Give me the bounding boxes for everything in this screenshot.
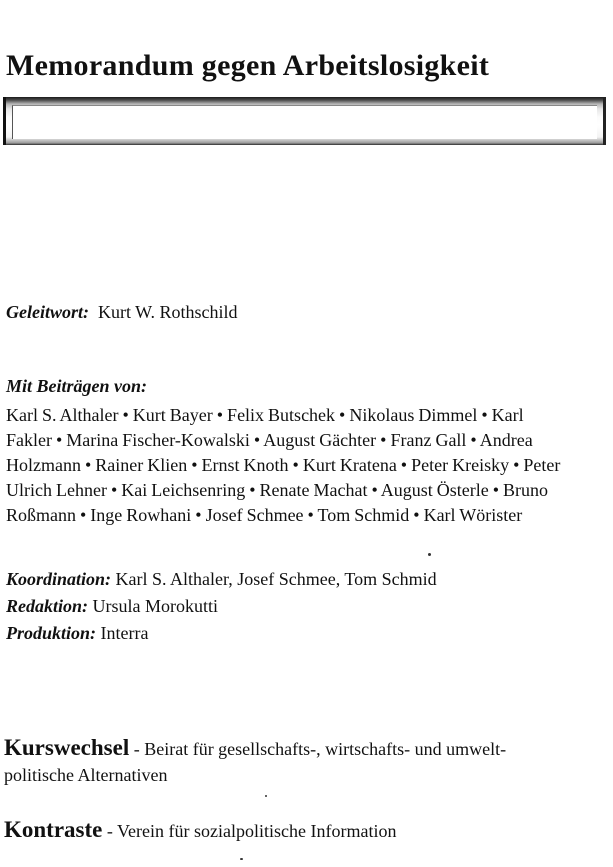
credit-label: Redaktion: <box>6 596 89 616</box>
credit-editing <box>6 596 218 617</box>
contributors-line: Fakler • Marina Fischer-Kowalski • August Gächter • Franz Gall • Andrea <box>6 430 533 450</box>
credit-label: Koordination: <box>6 569 112 589</box>
foreword-label: Geleitwort: <box>6 302 89 322</box>
decorative-banner <box>3 97 606 145</box>
credit-coordination <box>6 569 437 590</box>
contributors-list <box>6 403 602 528</box>
contributions-label: Mit Beiträgen von: <box>6 376 148 396</box>
scan-speck <box>240 858 243 860</box>
organization-kontraste <box>4 817 396 843</box>
document-title: Memorandum gegen Arbeitslosigkeit <box>6 49 490 82</box>
foreword-line <box>6 302 238 323</box>
organization-kurswechsel <box>4 735 506 761</box>
scan-speck <box>428 553 431 556</box>
organization-description: - Beirat für gesellschafts-, wirtschafts- und umwelt- <box>133 739 507 759</box>
contributors-line: Karl S. Althaler • Kurt Bayer • Felix Butschek • Nikolaus Dimmel • Karl <box>6 405 524 425</box>
credit-label: Produktion: <box>6 623 97 643</box>
organization-name: Kontraste <box>4 817 103 842</box>
organization-description: - Verein für sozialpolitische Information <box>106 821 397 841</box>
banner-inner-panel <box>12 105 597 139</box>
scan-speck <box>265 795 267 797</box>
foreword-value: Kurt W. Rothschild <box>98 302 238 322</box>
credit-value: Interra <box>100 623 149 643</box>
organization-name: Kurswechsel <box>4 735 130 760</box>
contributors-line: Roßmann • Inge Rowhani • Josef Schmee • Tom Schmid • Karl Wörister <box>6 505 523 525</box>
contributors-line: Ulrich Lehner • Kai Leichsenring • Renate Machat • August Österle • Bruno <box>6 480 549 500</box>
credit-production <box>6 623 149 644</box>
credit-value: Karl S. Althaler, Josef Schmee, Tom Schmid <box>115 569 437 589</box>
credit-value: Ursula Morokutti <box>92 596 219 616</box>
contributors-line: Holzmann • Rainer Klien • Ernst Knoth • Kurt Kratena • Peter Kreisky • Peter <box>6 455 561 475</box>
organization-kurswechsel-continued <box>4 765 167 786</box>
organization-description-continued: politische Alternativen <box>4 765 168 785</box>
